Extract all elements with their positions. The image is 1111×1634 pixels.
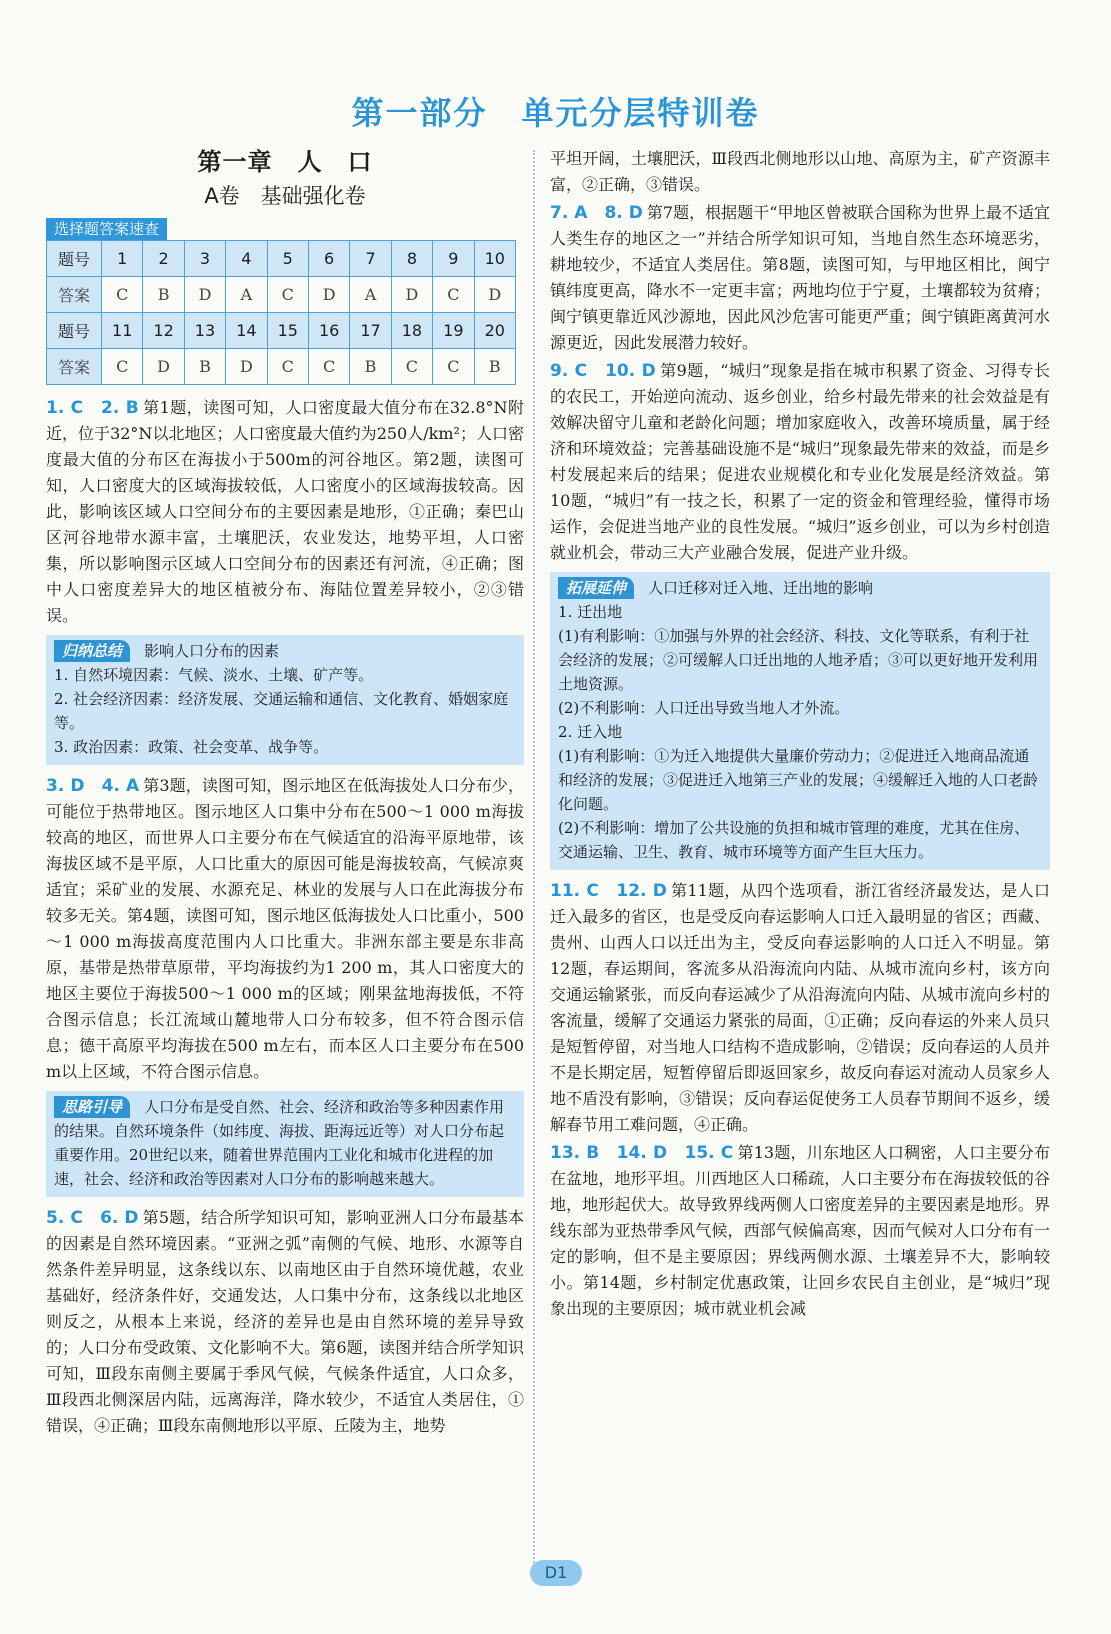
explanation-text: 第7题，根据题干“甲地区曾被联合国称为世界上最不适宜人类生存的地区之一”并结合所学知识可知，当地自然生态环境恶劣，耕地较少，不适宜人类居住。第8题，读图可知，与甲地区相比，闽宁镇纬度更高，降水不一定更丰富；两地均位于宁夏，土壤都较为贫瘠；闽宁镇更靠近风沙源地，因此风沙危害可能更严重；闽宁镇距离黄河水源更近，因此发展潜力较好。 [550, 203, 1050, 352]
summary-title: 影响人口分布的因素 [144, 642, 280, 660]
table-cell: 4 [226, 241, 267, 277]
table-cell: C [433, 277, 474, 313]
extension-line: (2)不利影响：增加了公共设施的负担和城市管理的难度，尤其在住房、交通运输、卫生、教育、城市环境等方面产生巨大压力。 [558, 819, 1030, 861]
explanation-text: 第11题，从四个选项看，浙江省经济最发达，是人口迁入最多的省区，也是受反向春运影响人口迁入最明显的省区；西藏、贵州、山西人口以迁出为主，受反向春运影响的人口迁入不明显。第12题，春运期间，客流多从沿海流向内陆、从城市流向乡村，该方向交通运输紧张，而反向春运减少了从沿海流向内陆、从城市流向乡村的客流量，缓解了交通运力紧张的局面，①正确；反向春运的外来人员只是短暂停留，对当地人口结构不造成影响，②错误；反向春运的人员并不是长期定居，短暂停留后即返回家乡，故反向春运对流动人员家乡人地不盾没有影响，③错误；反向春运促使务工人员春节期间不返乡，缓解春节用工难问题，④正确。 [550, 881, 1050, 1134]
summary-tag: 归纳总结 [54, 640, 130, 662]
table-cell: D [474, 277, 515, 313]
table-cell: D [226, 349, 267, 385]
explanation-text: 第9题，“城归”现象是指在城市积累了资金、习得专长的农民工，开始逆向流动、返乡创业，给乡村最先带来的社会效益是有效解决留守儿童和老龄化问题；增加家庭收入，改善环境质量，属于经济和环境效益；完善基础设施不是“城归”现象最先带来的效益，而是乡村发展起来后的结果；促进农业规模化和专业化发展是经济效益。第10题，“城归”有一技之长，积累了一定的资金和管理经验，懂得市场运作，会促进当地产业的良性发展。“城归”返乡创业，可以为乡村创造就业机会，带动三大产业融合发展，促进产业升级。 [550, 361, 1051, 562]
table-cell: B [350, 349, 391, 385]
table-cell: 9 [433, 241, 474, 277]
question-number: 3. D 4. A [46, 776, 140, 796]
table-cell: 8 [391, 241, 432, 277]
table-cell: D [391, 277, 432, 313]
table-cell: 14 [226, 313, 267, 349]
table-cell: 18 [391, 313, 432, 349]
question-number: 5. C 6. D [46, 1208, 139, 1228]
table-cell: C [102, 349, 143, 385]
page-number: D1 [530, 1560, 582, 1586]
table-cell: D [143, 349, 184, 385]
answer-q7-8 [550, 200, 1050, 356]
explanation-text: 第1题，读图可知，人口密度最大值分布在32.8°N附近，位于32°N以北地区；人口密度最大值约为250人/km²；人口密度最大值的分布区在海拔小于500m的河谷地区。第2题，读图可知，人口密度大的区域海拔较低，人口密度小的区域海拔较高。因此，影响该区域人口空间分布的主要因素是地形，①正确；秦巴山区河谷地带水源丰富，土壤肥沃，农业发达，地势平坦，人口密集，所以影响图示区域人口空间分布的因素还有河流，④正确；图中人口密度差异大的地区植被分布、海陆位置差异较小，②③错误。 [46, 398, 525, 625]
right-column [550, 146, 1050, 1324]
extension-title: 人口迁移对迁入地、迁出地的影响 [648, 579, 874, 597]
thinking-guide-text: 人口分布是受自然、社会、经济和政治等多种因素作用的结果。自然环境条件（如纬度、海拔、距海远近等）对人口分布起重要作用。20世纪以来，随着世界范围内工业化和城市化进程的加速，社会、经济和政治等因素对人口分布的影响越来越大。 [54, 1098, 505, 1188]
row-label: 题号 [47, 241, 102, 277]
explanation-text: 第3题，读图可知，图示地区在低海拔处人口分布少，可能位于热带地区。图示地区人口集中分布在500～1 000 m海拔较高的地区，而世界人口主要分布在气候适宜的沿海平原地带，该海拔区域不是平原，人口比重大的原因可能是海拔较高，气候凉爽适宜；采矿业的发展、水源充足、林业的发展与人口在此海拔分布较多无关。第4题，读图可知，图示地区低海拔处人口比重小，500～1 000 m海拔高度范围内人口比重大。非洲东部主要是东非高原，基带是热带草原带，平均海拔约为1 200 m，其人口密度大的地区主要位于海拔500～1 000 m的区域；刚果盆地海拔低，不符合图示信息；长江流域山麓地带人口分布较多，但不符合图示信息；德干高原平均海拔在500 m左右，而本区人口主要分布在500 m以上区域，不符合图示信息。 [46, 776, 524, 1081]
thinking-guide-box [46, 1091, 524, 1197]
table-cell: C [433, 349, 474, 385]
answer-q9-10 [550, 358, 1050, 566]
extension-line: (1)有利影响：①加强与外界的社会经济、科技、文化等联系，有利于社会经济的发展；②可缓解人口迁出地的人地矛盾；③可以更好地开发利用土地资源。 [558, 627, 1039, 693]
answer-q3-4 [46, 773, 524, 1085]
row-label: 题号 [47, 313, 102, 349]
summary-line: 2. 社会经济因素：经济发展、交通运输和通信、文化教育、婚姻家庭等。 [54, 690, 509, 732]
row-label: 答案 [47, 277, 102, 313]
summary-line: 3. 政治因素：政策、社会变革、战争等。 [54, 738, 329, 756]
row-label: 答案 [47, 349, 102, 385]
question-number: 7. A 8. D [550, 203, 643, 223]
table-cell: A [226, 277, 267, 313]
explanation-text: 第13题，川东地区人口稠密，人口主要分布在盆地，地形平坦。川西地区人口稀疏，人口主要分布在海拔较低的谷地，地形起伏大。故导致界线两侧人口密度差异的主要因素是地形。界线东部为亚热带季风气候，西部气候偏高寒，因而气候对人口分布有一定的影响，但不是主要原因；界线两侧水源、土壤差异不大，影响较小。第14题，乡村制定优惠政策，让回乡农民自主创业，是“城归”现象出现的主要原因；城市就业机会减 [550, 1143, 1050, 1318]
answer-q5-6 [46, 1205, 524, 1439]
question-number: 13. B 14. D 15. C [550, 1143, 734, 1163]
table-cell: B [184, 349, 225, 385]
table-cell: 1 [102, 241, 143, 277]
question-number: 1. C 2. B [46, 398, 139, 418]
table-cell: B [474, 349, 515, 385]
table-cell: A [350, 277, 391, 313]
table-cell: 17 [350, 313, 391, 349]
table-cell: C [308, 349, 349, 385]
column-divider [533, 150, 535, 1570]
extension-line: (1)有利影响：①为迁入地提供大量廉价劳动力；②促进迁入地商品流通和经济的发展；③促进迁入地第三产业的发展；④缓解迁入地的人口老龄化问题。 [558, 747, 1039, 813]
thinking-guide-tag: 思路引导 [54, 1096, 130, 1118]
answer-q13-15 [550, 1140, 1050, 1322]
table-cell: C [391, 349, 432, 385]
extension-line: (2)不利影响：人口迁出导致当地人才外流。 [558, 699, 850, 717]
answer-q1-2 [46, 395, 524, 629]
table-cell: 5 [267, 241, 308, 277]
table-cell: 15 [267, 313, 308, 349]
chapter-title: 第一章 人 口 [197, 148, 373, 176]
answer-table-tag: 选择题答案速查 [46, 218, 524, 240]
left-column [46, 146, 524, 1441]
table-row [47, 349, 516, 385]
table-cell: 10 [474, 241, 515, 277]
extension-line: 2. 迁入地 [558, 723, 623, 741]
summary-line: 1. 自然环境因素：气候、淡水、土壤、矿产等。 [54, 666, 374, 684]
table-row [47, 241, 516, 277]
table-cell: D [308, 277, 349, 313]
answer-q11-12 [550, 878, 1050, 1138]
table-cell: 16 [308, 313, 349, 349]
question-number: 9. C 10. D [550, 361, 656, 381]
table-cell: 19 [433, 313, 474, 349]
table-cell: D [184, 277, 225, 313]
continued-text: 平坦开阔，土壤肥沃，Ⅲ段西北侧地形以山地、高原为主，矿产资源丰富，②正确，③错误。 [550, 149, 1050, 194]
table-cell: 12 [143, 313, 184, 349]
table-row [47, 277, 516, 313]
table-cell: 2 [143, 241, 184, 277]
table-cell: C [267, 349, 308, 385]
question-number: 11. C 12. D [550, 881, 667, 901]
table-cell: 20 [474, 313, 515, 349]
table-cell: B [143, 277, 184, 313]
answer-table [46, 240, 516, 385]
page-title: 第一部分 单元分层特训卷 [351, 94, 760, 132]
table-cell: 6 [308, 241, 349, 277]
table-cell: C [267, 277, 308, 313]
table-row [47, 313, 516, 349]
explanation-text: 第5题，结合所学知识可知，影响亚洲人口分布最基本的因素是自然环境因素。“亚洲之弧”南侧的气候、地形、水源等自然条件差异明显，这条线以东、以南地区由于自然环境优越，农业基础好，经济条件好，交通发达，人口集中分布，这条线以北地区则反之，从根本上来说，经济的差异也是由自然环境的差异导致的；人口分布受政策、文化影响不大。第6题，读图并结合所学知识可知，Ⅲ段东南侧主要属于季风气候，气候条件适宜，人口众多，Ⅲ段西北侧深居内陆，远离海洋，降水较少，不适宜人类居住，①错误，④正确；Ⅲ段东南侧地形以平原、丘陵为主，地势 [46, 1208, 524, 1435]
extension-box [550, 572, 1050, 870]
extension-line: 1. 迁出地 [558, 603, 623, 621]
summary-box [46, 635, 524, 765]
table-cell: 3 [184, 241, 225, 277]
volume-title: A卷 基础强化卷 [204, 184, 366, 208]
table-cell: C [102, 277, 143, 313]
table-cell: 11 [102, 313, 143, 349]
table-cell: 13 [184, 313, 225, 349]
table-cell: 7 [350, 241, 391, 277]
extension-tag: 拓展延伸 [558, 577, 634, 599]
